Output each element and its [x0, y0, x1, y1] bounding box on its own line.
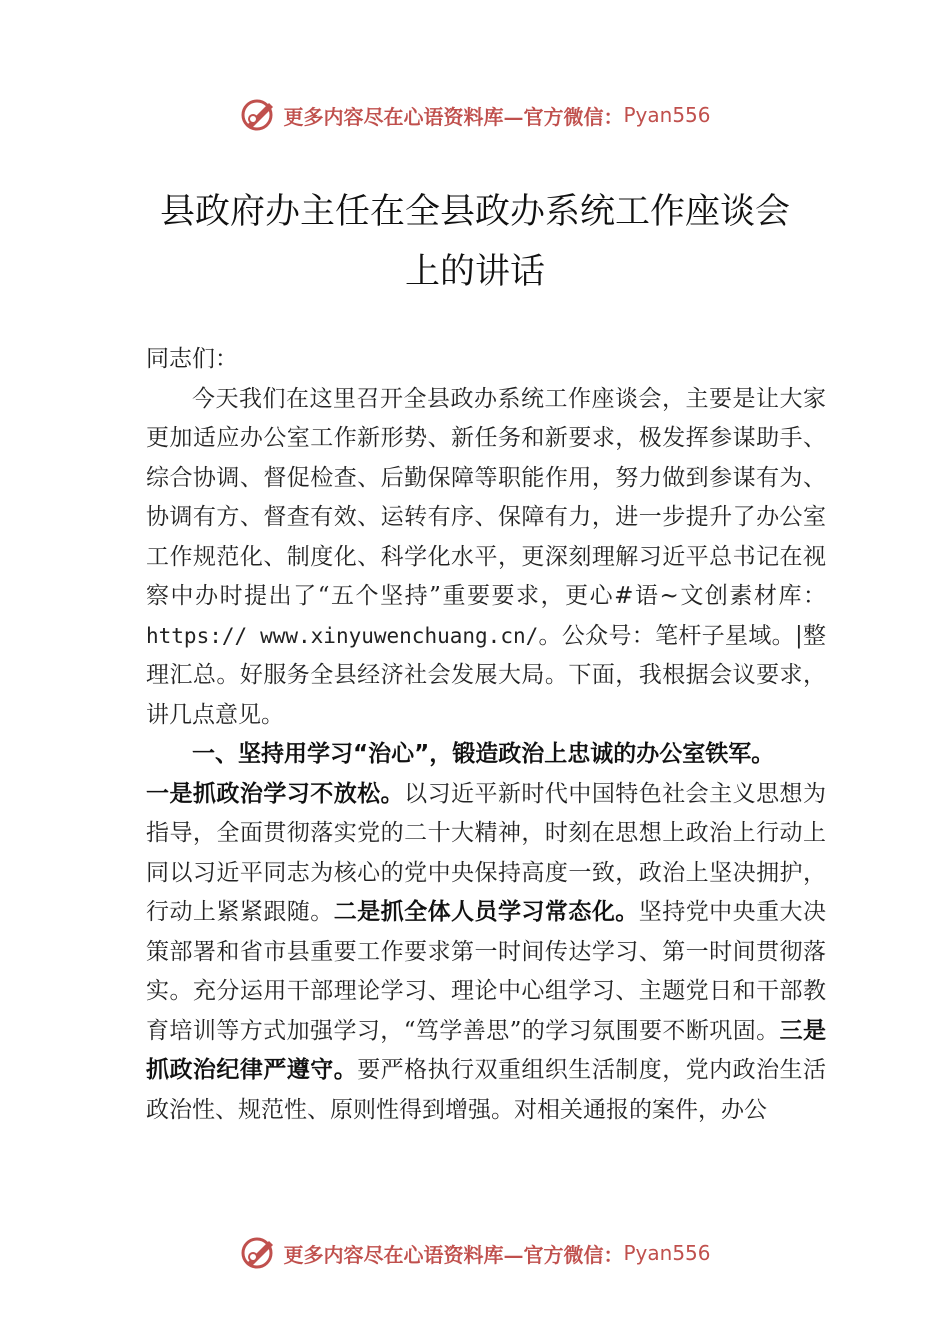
point-2-text: 坚持党中央重大决策部署和省市县重要工作要求第一时间传达学习、第一时间贯彻落实。充分运用干部理论学习、理论中心组学习、主题党日和干部教育培训等方式加强学习，“笃学善思”的学习氛围要不断巩固。 [146, 899, 827, 1044]
watermark-banner-bottom [0, 1233, 950, 1273]
point-1-lead: 一是抓政治学习不放松。 [146, 780, 405, 807]
watermark-text: 更多内容尽在心语资料库—官方微信： [283, 1242, 624, 1267]
section-heading-1: 一、坚持用学习“治心”，锻造政治上忠诚的办公室铁军。 [192, 741, 775, 767]
salutation: 同志们： [146, 346, 238, 372]
section-1-paragraph [146, 775, 826, 1131]
watermark-wechat-id: Pyan556 [623, 1241, 711, 1265]
watermark-wechat-id: Pyan556 [623, 103, 711, 127]
document-title [60, 182, 890, 302]
watermark-text: 更多内容尽在心语资料库—官方微信： [283, 104, 624, 129]
pen-logo-icon [239, 95, 279, 135]
intro-text-a: 今天我们在这里召开全县政办系统工作座谈会，主要是让大家更加适应办公室工作新形势、新任务和新要求，极发挥参谋助手、综合协调、督促检查、后勤保障等职能作用，努力做到参谋有为、协调有方、督查有效、运转有序、保障有力，进一步提升了办公室工作规范化、制度化、科学化水平，更深刻理解习近平总书记在视察中办时提出了“五个坚持”重要要求，更心#语~文创素材库： [146, 385, 826, 609]
document-body [146, 340, 826, 1130]
title-line-2: 上的讲话 [404, 252, 545, 292]
intro-url: https:// www.xinyuwenchuang.cn/ [146, 623, 539, 648]
point-1-text: 以习近平新时代中国特色社会主义思想为指导，全面贯彻落实党的二十大精神，时刻在思想上政治上行动上同以习近平同志为核心的党中央保持高度一致，政治上坚决拥护，行动上紧紧跟随。 [146, 780, 827, 925]
title-line-1: 县政府办主任在全县政办系统工作座谈会 [159, 192, 790, 232]
point-2-lead: 二是抓全体人员学习常态化。 [333, 899, 639, 925]
point-3-lead: 三是抓政治纪律严遵守。 [146, 1017, 826, 1083]
pen-logo-icon [239, 1233, 279, 1273]
point-3-text: 要严格执行双重组织生活制度，党内政治生活政治性、规范性、原则性得到增强。对相关通报的案件，办公 [146, 1057, 827, 1123]
intro-text-b: 。公众号：笔杆子星域。|整理汇总。好服务全县经济社会发展大局。下面，我根据会议要求，讲几点意见。 [146, 622, 827, 728]
watermark-banner-top [0, 95, 950, 135]
intro-paragraph [146, 380, 826, 736]
